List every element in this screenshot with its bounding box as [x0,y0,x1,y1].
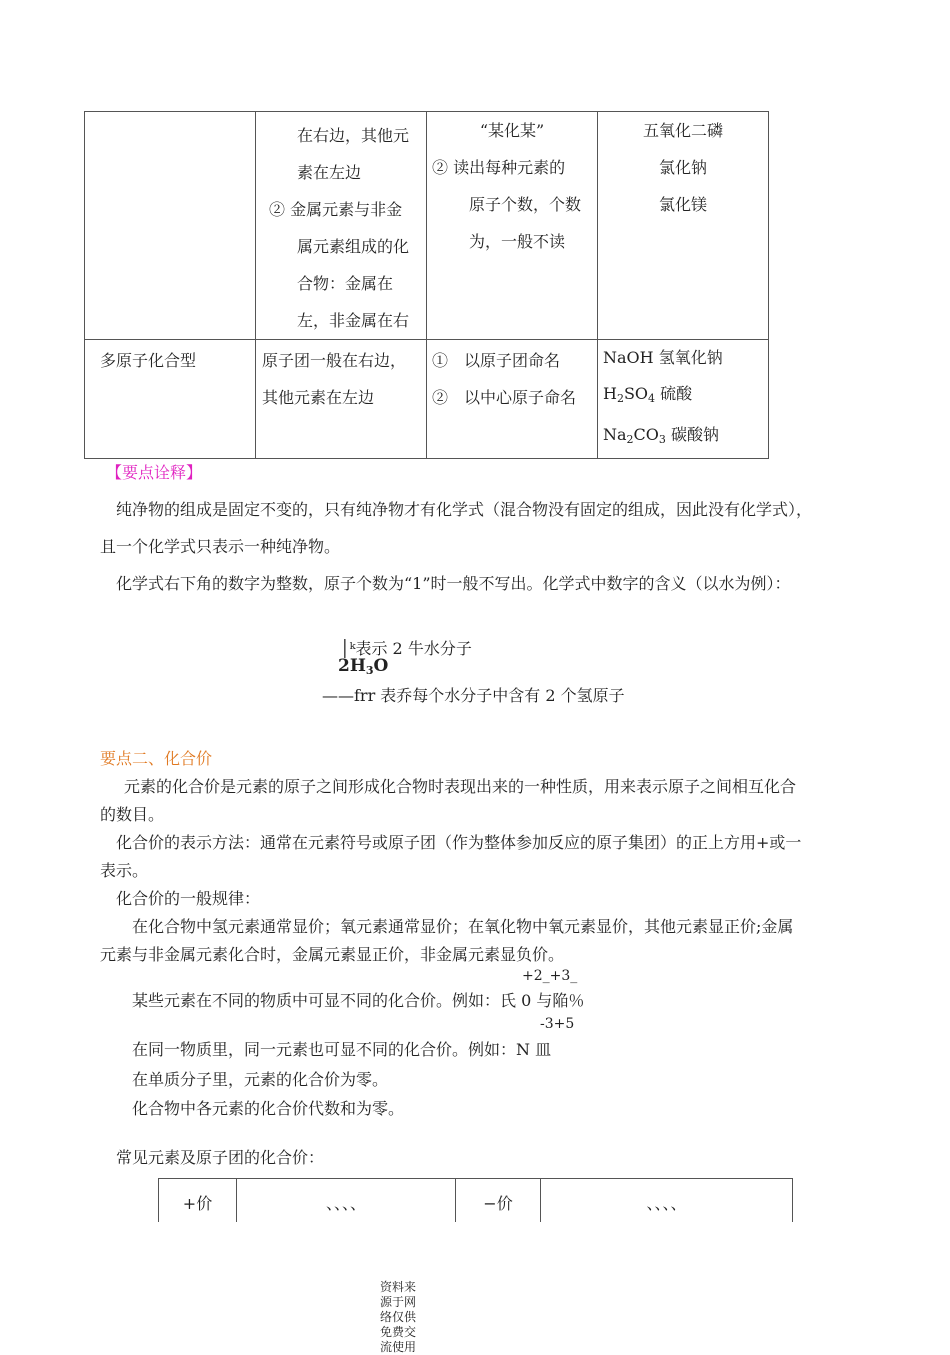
table-cell [256,340,427,459]
key-points-heading: 【要点诠释】 [106,463,203,482]
cell-line: 为，一般不读 [469,232,566,251]
valence-superscript: -3+5 [540,1016,575,1032]
table-cell [256,112,427,340]
cell-line: 在右边，其他元 [297,126,410,145]
naming-table [84,111,769,459]
paragraph-line: 的数目。 [100,805,165,824]
formula-annotation-bottom: ——frr 表乔每个水分子中含有 2 个氢原子 [322,686,625,705]
paragraph-line: 表示。 [100,861,149,880]
paragraph-line: 元素的化合价是元素的原子之间形成化合物时表现出来的一种性质，用来表示原子之间相互化合 [124,777,797,796]
table-cell: 、、、、 [541,1179,793,1223]
section-title: 要点二、化合价 [100,749,213,768]
cell-line: 合物：金属在 [297,274,394,293]
paragraph-line: 在同一物质里，同一元素也可显不同的化合价。例如：N 皿 [132,1040,552,1059]
water-formula: $2H_3O$ [338,656,389,677]
table-cell: 、、、、 [237,1179,456,1223]
paragraph-line: 纯净物的组成是固定不变的，只有纯净物才有化学式（混合物没有固定的组成，因此没有化学式）， [116,500,813,519]
cell-line: 氯化镁 [658,195,707,214]
cell-line: ② 读出每种元素的 [432,158,566,177]
paragraph-line: 元素与非金属元素化合时，金属元素显正价，非金属元素显负价。 [100,945,565,964]
paragraph-line: 常见元素及原子团的化合价： [116,1148,325,1167]
table-cell [85,340,256,459]
table-row [85,340,769,459]
paragraph-line: 化合价的一般规律： [116,889,261,908]
table-cell [427,112,598,340]
table-cell [598,340,769,459]
cell-line: NaOH 氢氧化钠 [603,348,723,367]
cell-line: $H_2SO_4$ 硫酸 [603,384,693,405]
cell-line: 素在左边 [297,163,362,182]
table-cell: −价 [456,1179,541,1223]
paragraph-line: 化学式右下角的数字为整数，原子个数为“1”时一般不写出。化学式中数字的含义（以水为例）： [116,574,791,593]
formula-annotation-top: │ᵏ表示 2 牛水分子 [340,639,472,658]
paragraph-line: 在单质分子里，元素的化合价为零。 [132,1070,389,1089]
cell-line: ① 以原子团命名 [432,351,561,370]
cell-line: ② 金属元素与非金 [269,200,403,219]
cell-line: 五氧化二磷 [642,121,723,140]
table-row [85,112,769,340]
cell-line: 氯化钠 [658,158,707,177]
paragraph-line: 化合价的表示方法：通常在元素符号或原子团（作为整体参加反应的原子集团）的正上方用+或一 [116,833,802,852]
valence-table [158,1178,793,1222]
paragraph-line: 化合物中各元素的化合价代数和为零。 [132,1099,405,1118]
cell-line: $Na_2CO_3$ 碳酸钠 [603,425,719,446]
valence-superscript: +2_+3_ [522,968,578,984]
paragraph-line: 且一个化学式只表示一种纯净物。 [100,537,341,556]
cell-line: 原子团一般在右边， [262,351,407,370]
table-cell [85,112,256,340]
cell-line: “某化某” [479,121,545,140]
paragraph-line: 在化合物中氢元素通常显价；氧元素通常显价；在氧化物中氧元素显价，其他元素显正价;金属 [132,917,794,936]
cell-line: 左，非金属在右 [297,311,410,330]
table-cell [427,340,598,459]
row-label: 多原子化合型 [100,351,197,370]
cell-line: 原子个数，个数 [469,195,582,214]
table-row [159,1179,793,1223]
cell-line: ② 以中心原子命名 [432,388,577,407]
cell-line: 其他元素在左边 [262,388,375,407]
cell-line: 属元素组成的化 [297,237,410,256]
table-cell [598,112,769,340]
table-cell: +价 [159,1179,237,1223]
paragraph-line: 某些元素在不同的物质中可显不同的化合价。例如：氏 0 与陥％ [132,991,585,1010]
footer-note: 资料来源于网络仅供免费交流使用 [380,1280,417,1354]
